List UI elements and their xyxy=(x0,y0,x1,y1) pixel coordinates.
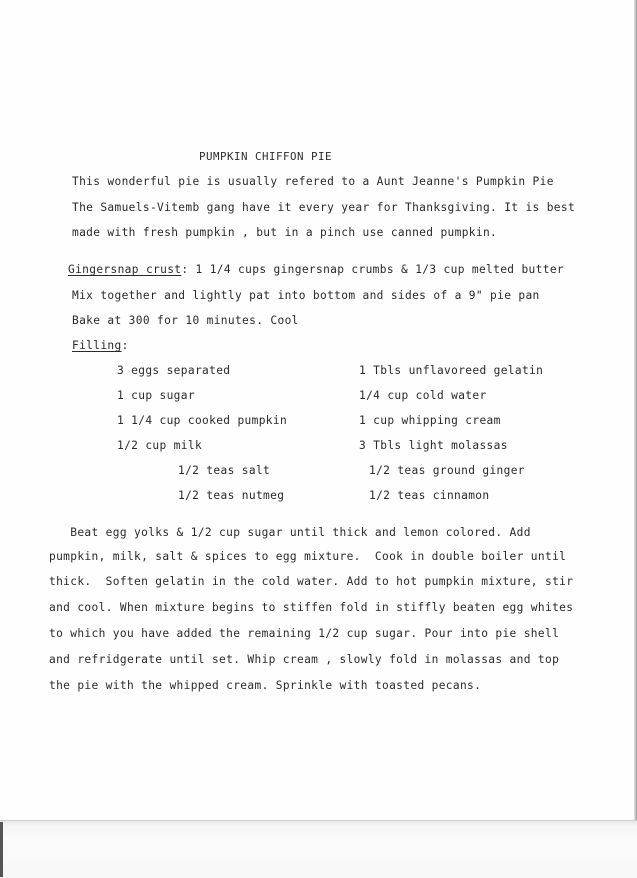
method-line: and cool. When mixture begins to stiffen fold in stiffly beaten egg whites xyxy=(49,601,574,614)
crust-line: Mix together and lightly pat into bottom and sides of a 9" pie pan xyxy=(72,289,540,302)
method-line: to which you have added the remaining 1/2 cup sugar. Pour into pie shell xyxy=(49,627,560,640)
ingredient-left: 3 eggs separated xyxy=(117,364,231,377)
scan-corner-mark xyxy=(0,822,3,877)
intro-line: The Samuels-Vitemb gang have it every year for Thanksgiving. It is best xyxy=(72,201,576,214)
method-line: the pie with the whipped cream. Sprinkle with toasted pecans. xyxy=(49,679,482,692)
filling-heading-colon: : xyxy=(121,339,129,352)
ingredient-right: 1 cup whipping cream xyxy=(359,414,501,427)
ingredient-right: 1/4 cup cold water xyxy=(359,389,487,402)
intro-line: This wonderful pie is usually refered to a Aunt Jeanne's Pumpkin Pie xyxy=(72,175,554,188)
ingredient-right: 1 Tbls unflavoreed gelatin xyxy=(359,364,544,377)
filling-heading: Filling xyxy=(72,339,122,352)
ingredient-left: 1 cup sugar xyxy=(117,389,195,402)
ingredient-left: 1/2 teas nutmeg xyxy=(178,489,285,502)
method-line: pumpkin, milk, salt & spices to egg mixture. Cook in double boiler until xyxy=(49,550,567,563)
ingredient-right: 1/2 teas cinnamon xyxy=(369,489,490,502)
method-line: thick. Soften gelatin in the cold water. Add to hot pumpkin mixture, stir xyxy=(49,575,574,588)
intro-line: made with fresh pumpkin , but in a pinch use canned pumpkin. xyxy=(72,226,498,239)
crust-heading: Gingersnap crust xyxy=(68,263,182,276)
scan-edge-bottom xyxy=(0,820,637,878)
crust-line xyxy=(68,263,564,277)
method-line: Beat egg yolks & 1/2 cup sugar until thick and lemon colored. Add xyxy=(49,526,531,539)
ingredient-left: 1/2 teas salt xyxy=(178,464,271,477)
crust-ingredients: : 1 1/4 cups gingersnap crumbs & 1/3 cup melted butter xyxy=(181,263,564,276)
ingredient-right: 1/2 teas ground ginger xyxy=(369,464,525,477)
ingredient-right: 3 Tbls light molassas xyxy=(359,439,508,452)
page-title: PUMPKIN CHIFFON PIE xyxy=(199,150,333,163)
crust-line: Bake at 300 for 10 minutes. Cool xyxy=(72,314,299,327)
ingredient-left: 1/2 cup milk xyxy=(117,439,203,452)
method-line: and refridgerate until set. Whip cream , slowly fold in molassas and top xyxy=(49,653,560,666)
filling-heading-line xyxy=(72,339,129,353)
ingredient-left: 1 1/4 cup cooked pumpkin xyxy=(117,414,288,427)
